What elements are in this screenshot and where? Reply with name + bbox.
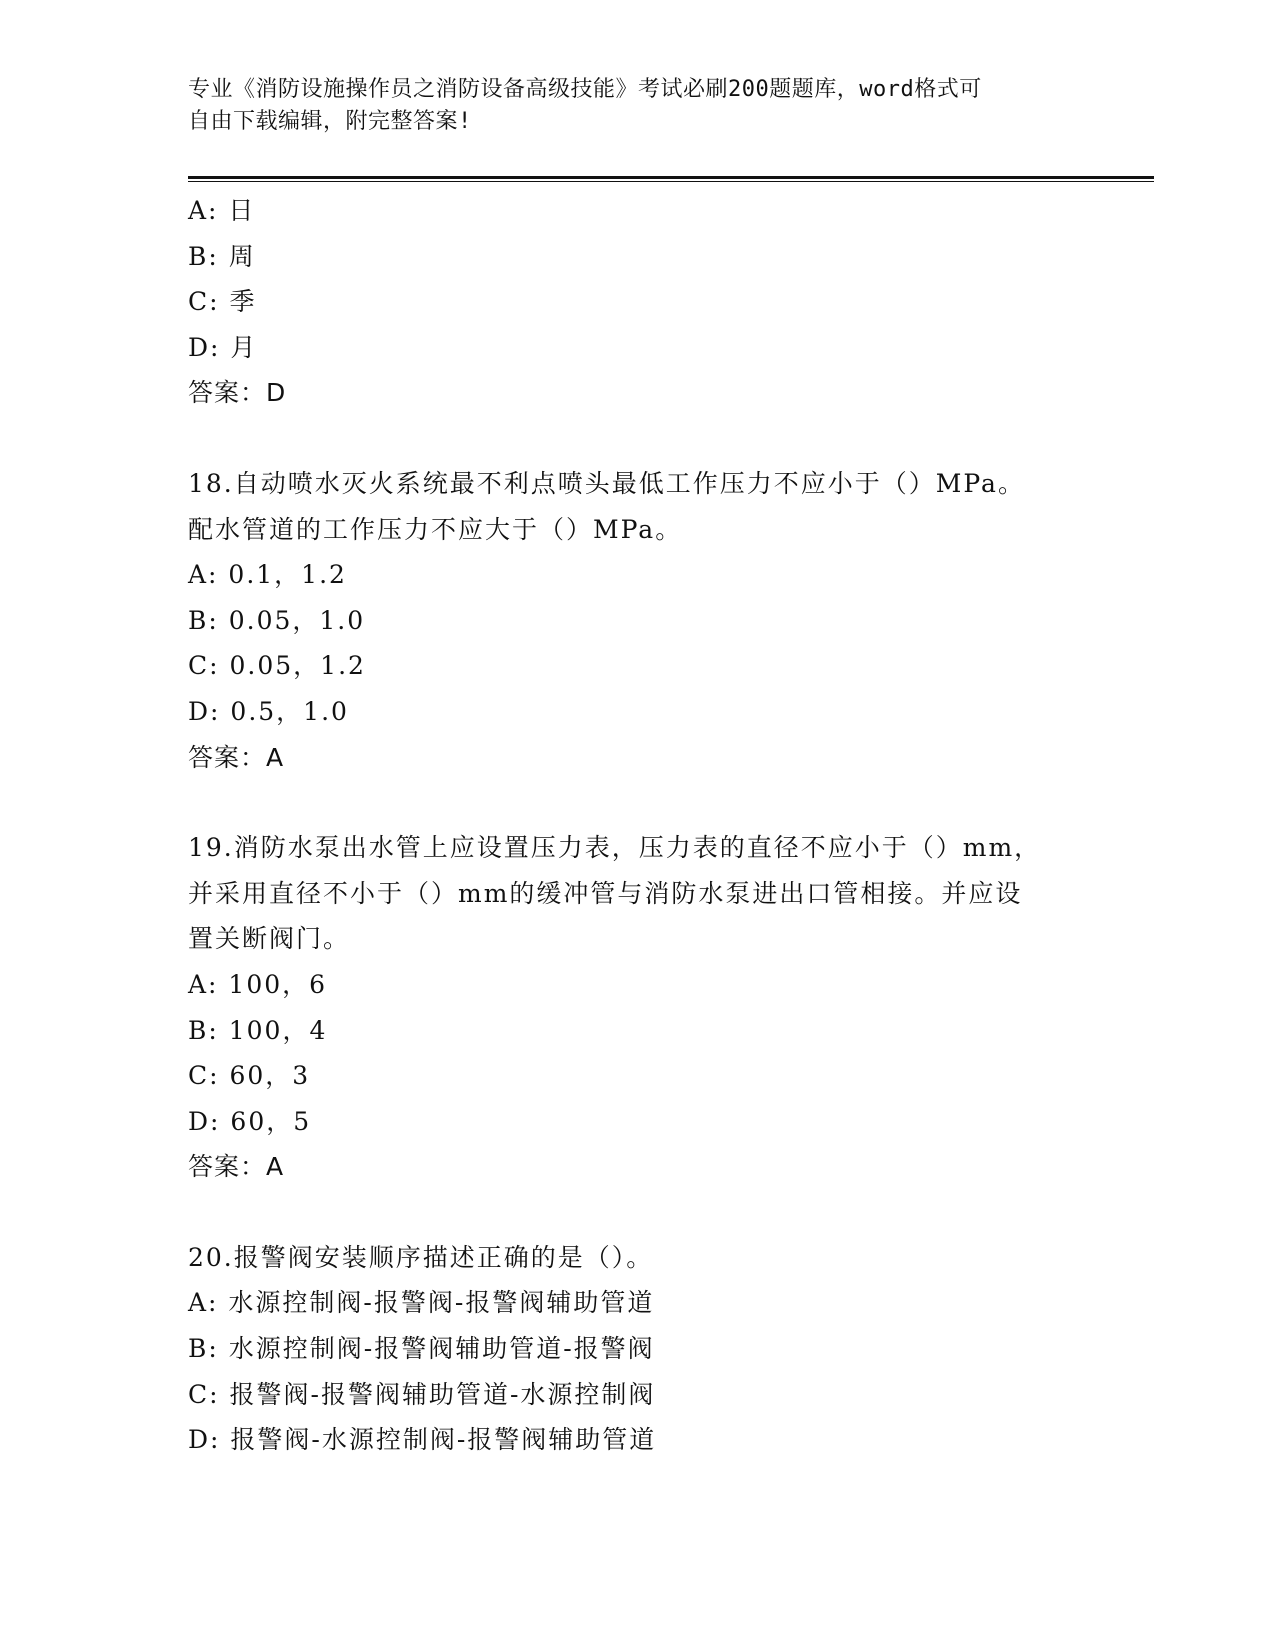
- option-a: A: 0.1，1.2: [188, 560, 347, 590]
- header-line-2: 自由下载编辑，附完整答案!: [188, 109, 472, 134]
- question-spacer: [188, 780, 1148, 825]
- option-d: D: 60，5: [188, 1106, 312, 1136]
- option-d: D: 0.5，1.0: [188, 696, 349, 726]
- question-spacer: [188, 1190, 1148, 1235]
- option-d: D: 报警阀-水源控制阀-报警阀辅助管道: [188, 1425, 657, 1455]
- question-19-text-line-3: 置关断阀门。: [188, 924, 351, 954]
- option-b: B: 0.05，1.0: [188, 605, 366, 635]
- question-19: [188, 825, 1148, 1190]
- question-19-text-line-1: 19.消防水泵出水管上应设置压力表，压力表的直径不应小于（）mm，: [188, 833, 1042, 863]
- question-spacer: [188, 416, 1148, 461]
- option-d: D: 月: [188, 332, 258, 362]
- option-c: C: 报警阀-报警阀辅助管道-水源控制阀: [188, 1379, 656, 1409]
- header-line-1: 专业《消防设施操作员之消防设备高级技能》考试必刷200题题库，word格式可: [188, 77, 982, 102]
- question-content: [188, 188, 1148, 1463]
- question-19-answer: 答案：A: [188, 1152, 285, 1182]
- option-c: C: 60，3: [188, 1061, 311, 1091]
- option-c: C: 0.05，1.2: [188, 651, 366, 681]
- question-17-answer: 答案：D: [188, 378, 287, 408]
- option-b: B: 周: [188, 241, 256, 271]
- question-19-text-line-2: 并采用直径不小于（）mm的缓冲管与消防水泵进出口管相接。并应设: [188, 878, 1023, 908]
- question-20-text-line-1: 20.报警阀安装顺序描述正确的是（）。: [188, 1242, 654, 1272]
- question-18-text-line-2: 配水管道的工作压力不应大于（）MPa。: [188, 514, 683, 544]
- option-a: A: 100，6: [188, 969, 328, 999]
- option-c: C: 季: [188, 287, 257, 317]
- question-20: [188, 1235, 1148, 1463]
- option-b: B: 水源控制阀-报警阀辅助管道-报警阀: [188, 1334, 655, 1364]
- option-a: A: 水源控制阀-报警阀-报警阀辅助管道: [188, 1288, 655, 1318]
- document-header: [188, 74, 1088, 138]
- question-18-answer: 答案：A: [188, 742, 285, 772]
- option-b: B: 100，4: [188, 1015, 328, 1045]
- header-divider-thin: [188, 181, 1154, 182]
- question-18-text-line-1: 18.自动喷水灭火系统最不利点喷头最低工作压力不应小于（）MPa。: [188, 468, 1025, 498]
- question-17-options: [188, 188, 1148, 370]
- option-a: A: 日: [188, 196, 256, 225]
- question-18: [188, 461, 1148, 780]
- header-divider-thick: [188, 176, 1154, 179]
